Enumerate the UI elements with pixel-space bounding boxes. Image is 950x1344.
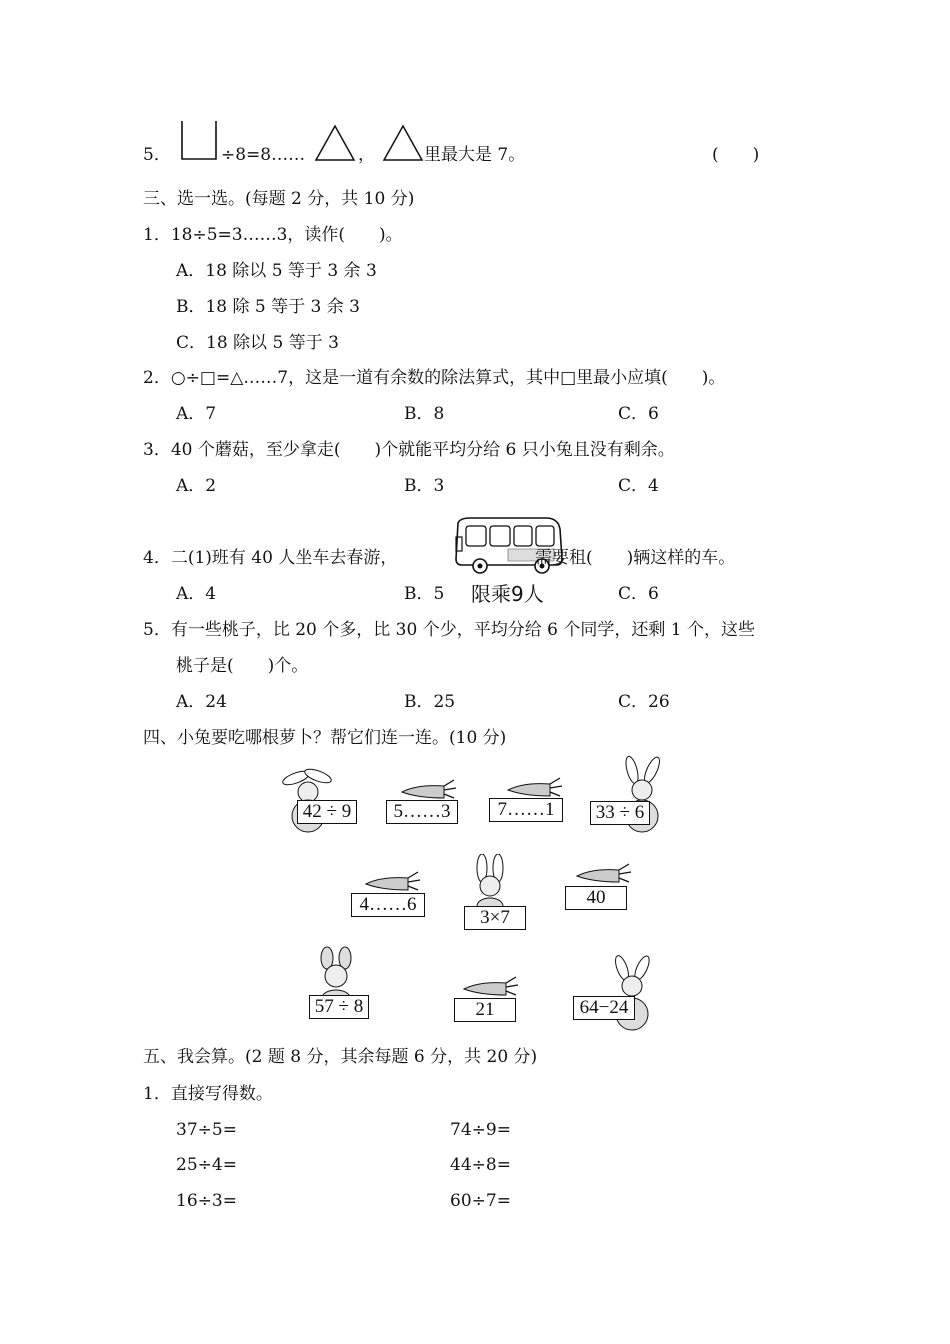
q5-tail: 里最大是 7。 [424,145,526,165]
q5-separator: ， [358,145,375,165]
rabbit-icon [600,954,662,1034]
carrot-icon [573,862,633,886]
calc-item: 74÷9= [450,1120,511,1140]
carrot-icon [504,776,564,800]
bus-capacity-label: 限乘9人 [471,582,544,606]
s3-q4-option-b[interactable]: B．5 [404,584,445,604]
answer-bracket[interactable]: ( ) [712,145,760,165]
q5-number: 5． [143,145,171,165]
s3-q3-option-c[interactable]: C．4 [618,476,659,496]
s3-q3-stem: 3．40 个蘑菇，至少拿走( )个就能平均分给 6 只小兔且没有剩余。 [143,440,675,460]
carrot-remainder-box[interactable]: 5……3 [386,800,458,824]
calc-item: 37÷5= [176,1120,237,1140]
s3-q3-option-a[interactable]: A．2 [176,476,217,496]
section3-title: 三、选一选。(每题 2 分，共 10 分) [143,189,415,209]
carrot-icon [460,975,520,999]
q5-expression: ÷8=8…… [221,145,306,165]
carrot-remainder-box[interactable]: 4……6 [351,893,425,917]
section4-title: 四、小兔要吃哪根萝卜？帮它们连一连。(10 分) [143,728,507,748]
carrot-number-box[interactable]: 40 [565,886,627,910]
s3-q1-option-b[interactable]: B．18 除 5 等于 3 余 3 [176,297,360,317]
carrot-remainder-box[interactable]: 7……1 [489,798,563,822]
calc-item: 60÷7= [450,1191,511,1211]
rabbit-expression-box[interactable]: 42 ÷ 9 [297,800,357,824]
s3-q4-option-a[interactable]: A．4 [176,584,217,604]
s3-q4-stem: 4．二(1)班有 40 人坐车去春游， [143,548,398,568]
s3-q5-stem-line2: 桃子是( )个。 [176,656,309,676]
calc-item: 44÷8= [450,1155,511,1175]
s3-q1-option-a[interactable]: A．18 除以 5 等于 3 余 3 [176,261,377,281]
rabbit-expression-box[interactable]: 64−24 [573,996,635,1020]
s3-q4-stem-continued: 需要租( )辆这样的车。 [535,548,736,568]
rabbit-expression-box[interactable]: 57 ÷ 8 [309,995,369,1019]
calc-item: 25÷4= [176,1155,237,1175]
carrot-icon [362,870,422,894]
s5-q1-title: 1．直接写得数。 [143,1084,273,1104]
triangle-icon [382,124,424,162]
rabbit-expression-box[interactable]: 3×7 [464,906,526,930]
triangle-icon [314,124,356,162]
s3-q5-option-c[interactable]: C．26 [618,692,670,712]
rabbit-icon [462,854,518,914]
s3-q1-option-c[interactable]: C．18 除以 5 等于 3 [176,333,339,353]
rabbit-expression-box[interactable]: 33 ÷ 6 [590,801,650,825]
s3-q5-option-a[interactable]: A．24 [176,692,227,712]
calc-item: 16÷3= [176,1191,237,1211]
s3-q5-stem: 5．有一些桃子，比 20 个多，比 30 个少，平均分给 6 个同学，还剩 1 个，这些 [143,620,755,640]
s3-q2-stem: 2．○÷□=△……7，这是一道有余数的除法算式，其中□里最小应填( )。 [143,368,726,388]
s3-q2-option-b[interactable]: B．8 [404,404,445,424]
carrot-number-box[interactable]: 21 [454,998,516,1022]
s3-q2-option-c[interactable]: C．6 [618,404,659,424]
s3-q5-option-b[interactable]: B．25 [404,692,456,712]
section5-title: 五、我会算。(2 题 8 分，其余每题 6 分，共 20 分) [143,1047,538,1067]
s3-q3-option-b[interactable]: B．3 [404,476,445,496]
carrot-icon [398,778,458,802]
empty-square-box [180,121,218,161]
s3-q2-option-a[interactable]: A．7 [176,404,217,424]
s3-q4-option-c[interactable]: C．6 [618,584,659,604]
s3-q1-stem: 1．18÷5=3……3，读作( )。 [143,225,403,245]
